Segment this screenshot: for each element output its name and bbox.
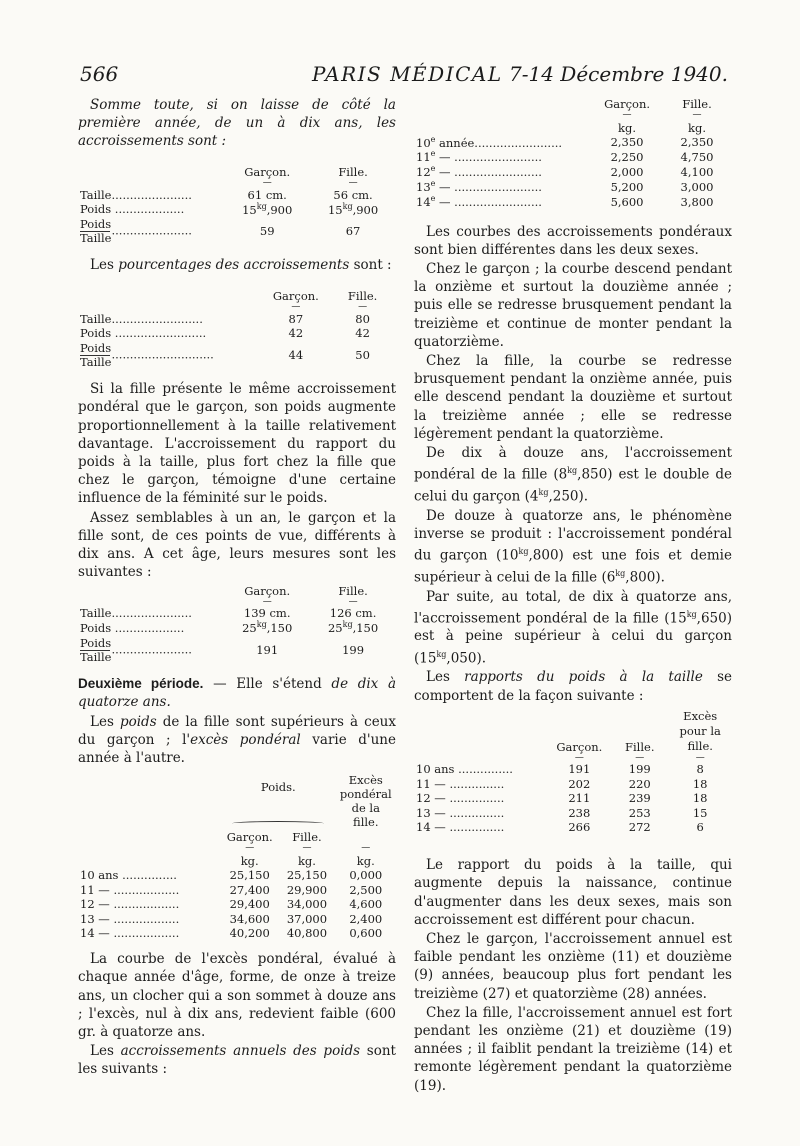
table-header-row [78,165,396,180]
paragraph: De dix à douze ans, l'accroissement pondéral de la fille $(8^{kg},850)$ est le double de celui du garçon $(4^{kg},250)$. [414,445,732,505]
table-row: 14e — ........................ 5,600 3,800 [416,193,714,209]
section-heading: Deuxième période. — Elle s'étend de dix à quatorze ans. [78,676,396,711]
table-row: 10e année........................ 2,350 2,350 [416,134,714,150]
table-row: Poids ................... $25^{kg},150$ $25^{kg},150$ [80,620,379,636]
table-row: 13 — ............... 238 253 15 [416,805,708,820]
right-column [414,96,732,1096]
column-header: Garçon. [604,96,651,111]
table-row: 11 — .................. 27,400 29,900 2,500 [80,882,383,897]
column-header: Fille. [347,289,378,304]
paragraph: Le rapport du poids à la taille, qui augmente depuis la naissance, continue d'augmenter dans les deux sexes, mais son accroissement est différent pour chacun. [414,857,732,928]
paragraph: Les pourcentages des accroissements sont : [90,257,392,274]
paragraph: Les poids de la fille sont supérieurs à ceux du garçon ; l'excès pondéral varie d'une année à l'autre. [78,713,396,767]
table-row: Poids ......................... 42 42 [80,326,370,341]
column-header: Excès pour la fille. [679,708,721,753]
paragraph: Chez le garçon ; la courbe descend pendant la onzième et surtout la douzième année ; puis elle se redresse brusquement pendant la treizième et continue de monter pendant la quatorzième. [414,261,732,350]
paragraph: Les courbes des accroissements pondéraux sont bien différentes dans les deux sexes. [414,223,732,258]
table-row: 11 — ............... 202 220 18 [416,776,708,791]
column-header: Fille. [292,829,322,844]
table-row: 14 — .................. 40,200 40,800 0,600 [80,926,383,941]
column-header: Fille. [338,165,368,180]
column-header: Fille. [682,96,712,111]
table-row: 14 — ............... 266 272 6 [416,820,704,835]
column-header: Garçon. [272,289,319,304]
table-row: Poids Taille ...................... 59 67 [80,216,361,245]
table-row: 10 ans ............... 25,150 25,150 0,000 [80,868,383,883]
table-annual-growth: Garçon. Fille. — — kg. kg. 10e année........................ 2,350 2,350 11e — ........................ 2,250 4,750 12e — ........................ 2,000 4,100 13e — ........................ 5,200 3,000 14e — ........................ 5,600 3,800 [414,96,732,209]
paragraph: Les rapports du poids à la taille se comportent de la façon suivante : [414,669,732,704]
column-header: Garçon. [244,583,291,598]
paragraph: De douze à quatorze ans, le phénomène inverse se produit : l'accroissement pondéral du garçon $(10^{kg},800)$ est une fois et demie supérieur à celui de la fille $(6^{kg},800)$. [414,507,732,586]
table-weight-excess: Poids. Excès pondéral de la fille. Garçon. Fille. — — — kg. kg. kg. 10 ans ............... 25,150 25,150 0,000 11 — .................. 27,400 29,900 2,500 12 — .................. 29,400 34,000 4,600 13 — .................. 34,600 37,000 2,400 14 — .................. 40,200 40,800 0,600 [78,773,396,940]
table-measures-10-years: Garçon. Fille. — — Taille...................... 139 cm. 126 cm. Poids ................... $25^{kg},150$ $25^{kg},150$ Poids Taille ...................... 191 199 [78,583,396,665]
table-row: Taille...................... 139 cm. 126 cm. [80,606,377,621]
table-row: Taille......................... 87 80 [80,311,370,326]
column-header: Garçon. [226,829,273,844]
column-header: Poids. [260,779,296,794]
page-header [72,62,728,90]
table-row: 13e — ........................ 5,200 3,000 [416,178,714,194]
table-row: 12 — ............... 211 239 18 [416,791,708,806]
table-row: 10 ans ............... 191 199 8 [416,762,704,777]
column-header: Fille. [625,739,655,754]
journal-title: PARIS MÉDICAL [312,62,503,86]
page-number: 566 [80,62,119,86]
paragraph: Assez semblables à un an, le garçon et la fille sont, de ces points de vue, différents à dix ans. A cet âge, leurs mesures sont les suivantes : [78,509,396,581]
table-row: Poids Taille ...................... 191 199 [80,635,365,664]
paragraph: Chez le garçon, l'accroissement annuel est faible pendant les onzième (11) et douzième (9) années, beaucoup plus fort pendant les treizième (27) et quatorzième (28) années. [414,931,732,1002]
issue-date: 7-14 Décembre 1940. [509,62,728,86]
table-row: 12 — .................. 29,400 34,000 4,600 [80,897,383,912]
paragraph: La courbe de l'excès pondéral, évalué à chaque année d'âge, forme, de onze à treize ans, un clocher qui a son sommet à douze ans ; l'excès, nul à dix ans, redevient faible (600 gr. à quatorze ans. [78,951,396,1041]
table-row: Taille...................... 61 cm. 56 cm. [80,187,373,202]
paragraph: Somme toute, si on laisse de côté la première année, de un à dix ans, les accroissements sont : [78,97,396,150]
paragraph: Chez la fille, l'accroissement annuel est fort pendant les onzième (21) et douzième (19) années ; il faiblit pendant la treizième (14) et remonte légèrement pendant la quatorzième (19). [414,1004,732,1094]
table-row: Poids Taille ............................ 44 50 [80,340,370,369]
column-header: Fille. [338,583,368,598]
column-header: Garçon. [244,165,291,180]
paragraph: Chez la fille, la courbe se redresse brusquement pendant la onzième année, puis elle descend pendant la douzième et surtout la treizième année ; elle se redresse légèrement pendant la quatorzième. [414,353,732,442]
left-column [78,96,396,1080]
column-header: Excès pondéral de la fille. [339,773,392,830]
paragraph: Les accroissements annuels des poids sont les suivants : [78,1043,396,1078]
paragraph: Par suite, au total, de dix à quatorze ans, l'accroissement pondéral de la fille $(15^{kg},650)$ est à peine supérieur à celui du garçon $(15^{kg},050)$. [414,588,732,667]
table-growth-percentages: Garçon. Fille. — — Taille......................... 87 80 Poids ......................... 42 42 Poids Taille ............................ 44 50 [78,289,396,371]
paragraph: Si la fille présente le même accroissement pondéral que le garçon, son poids augmente proportionnellement à la taille relativement davantage. L'accroissement du rapport du poids à la taille, plus fort chez la fille que chez le garçon, témoigne d'une certaine influence de la féminité sur le poids. [78,381,396,507]
table-weight-height-ratio: Garçon. Fille. Excès pour la fille. — — — 10 ans ............... 191 199 8 11 — ............... 202 220 18 12 — ............... 211 239 18 13 — ............... 238 253 15 14 — ............... 266 272 6 [414,709,732,835]
table-growth-1-10: Garçon. Fille. — — Taille...................... 61 cm. 56 cm. Poids ................... $15^{kg},900$ $15^{kg},900$ Poids Taille ...................... 59 67 [78,165,396,247]
table-row: 13 — .................. 34,600 37,000 2,400 [80,911,383,926]
table-row: Poids ................... $15^{kg},900$ $15^{kg},900$ [80,201,379,217]
table-row: 12e — ........................ 2,000 4,100 [416,164,714,179]
column-header: Garçon. [556,739,603,754]
table-row: 11e — ........................ 2,250 4,750 [416,149,714,165]
